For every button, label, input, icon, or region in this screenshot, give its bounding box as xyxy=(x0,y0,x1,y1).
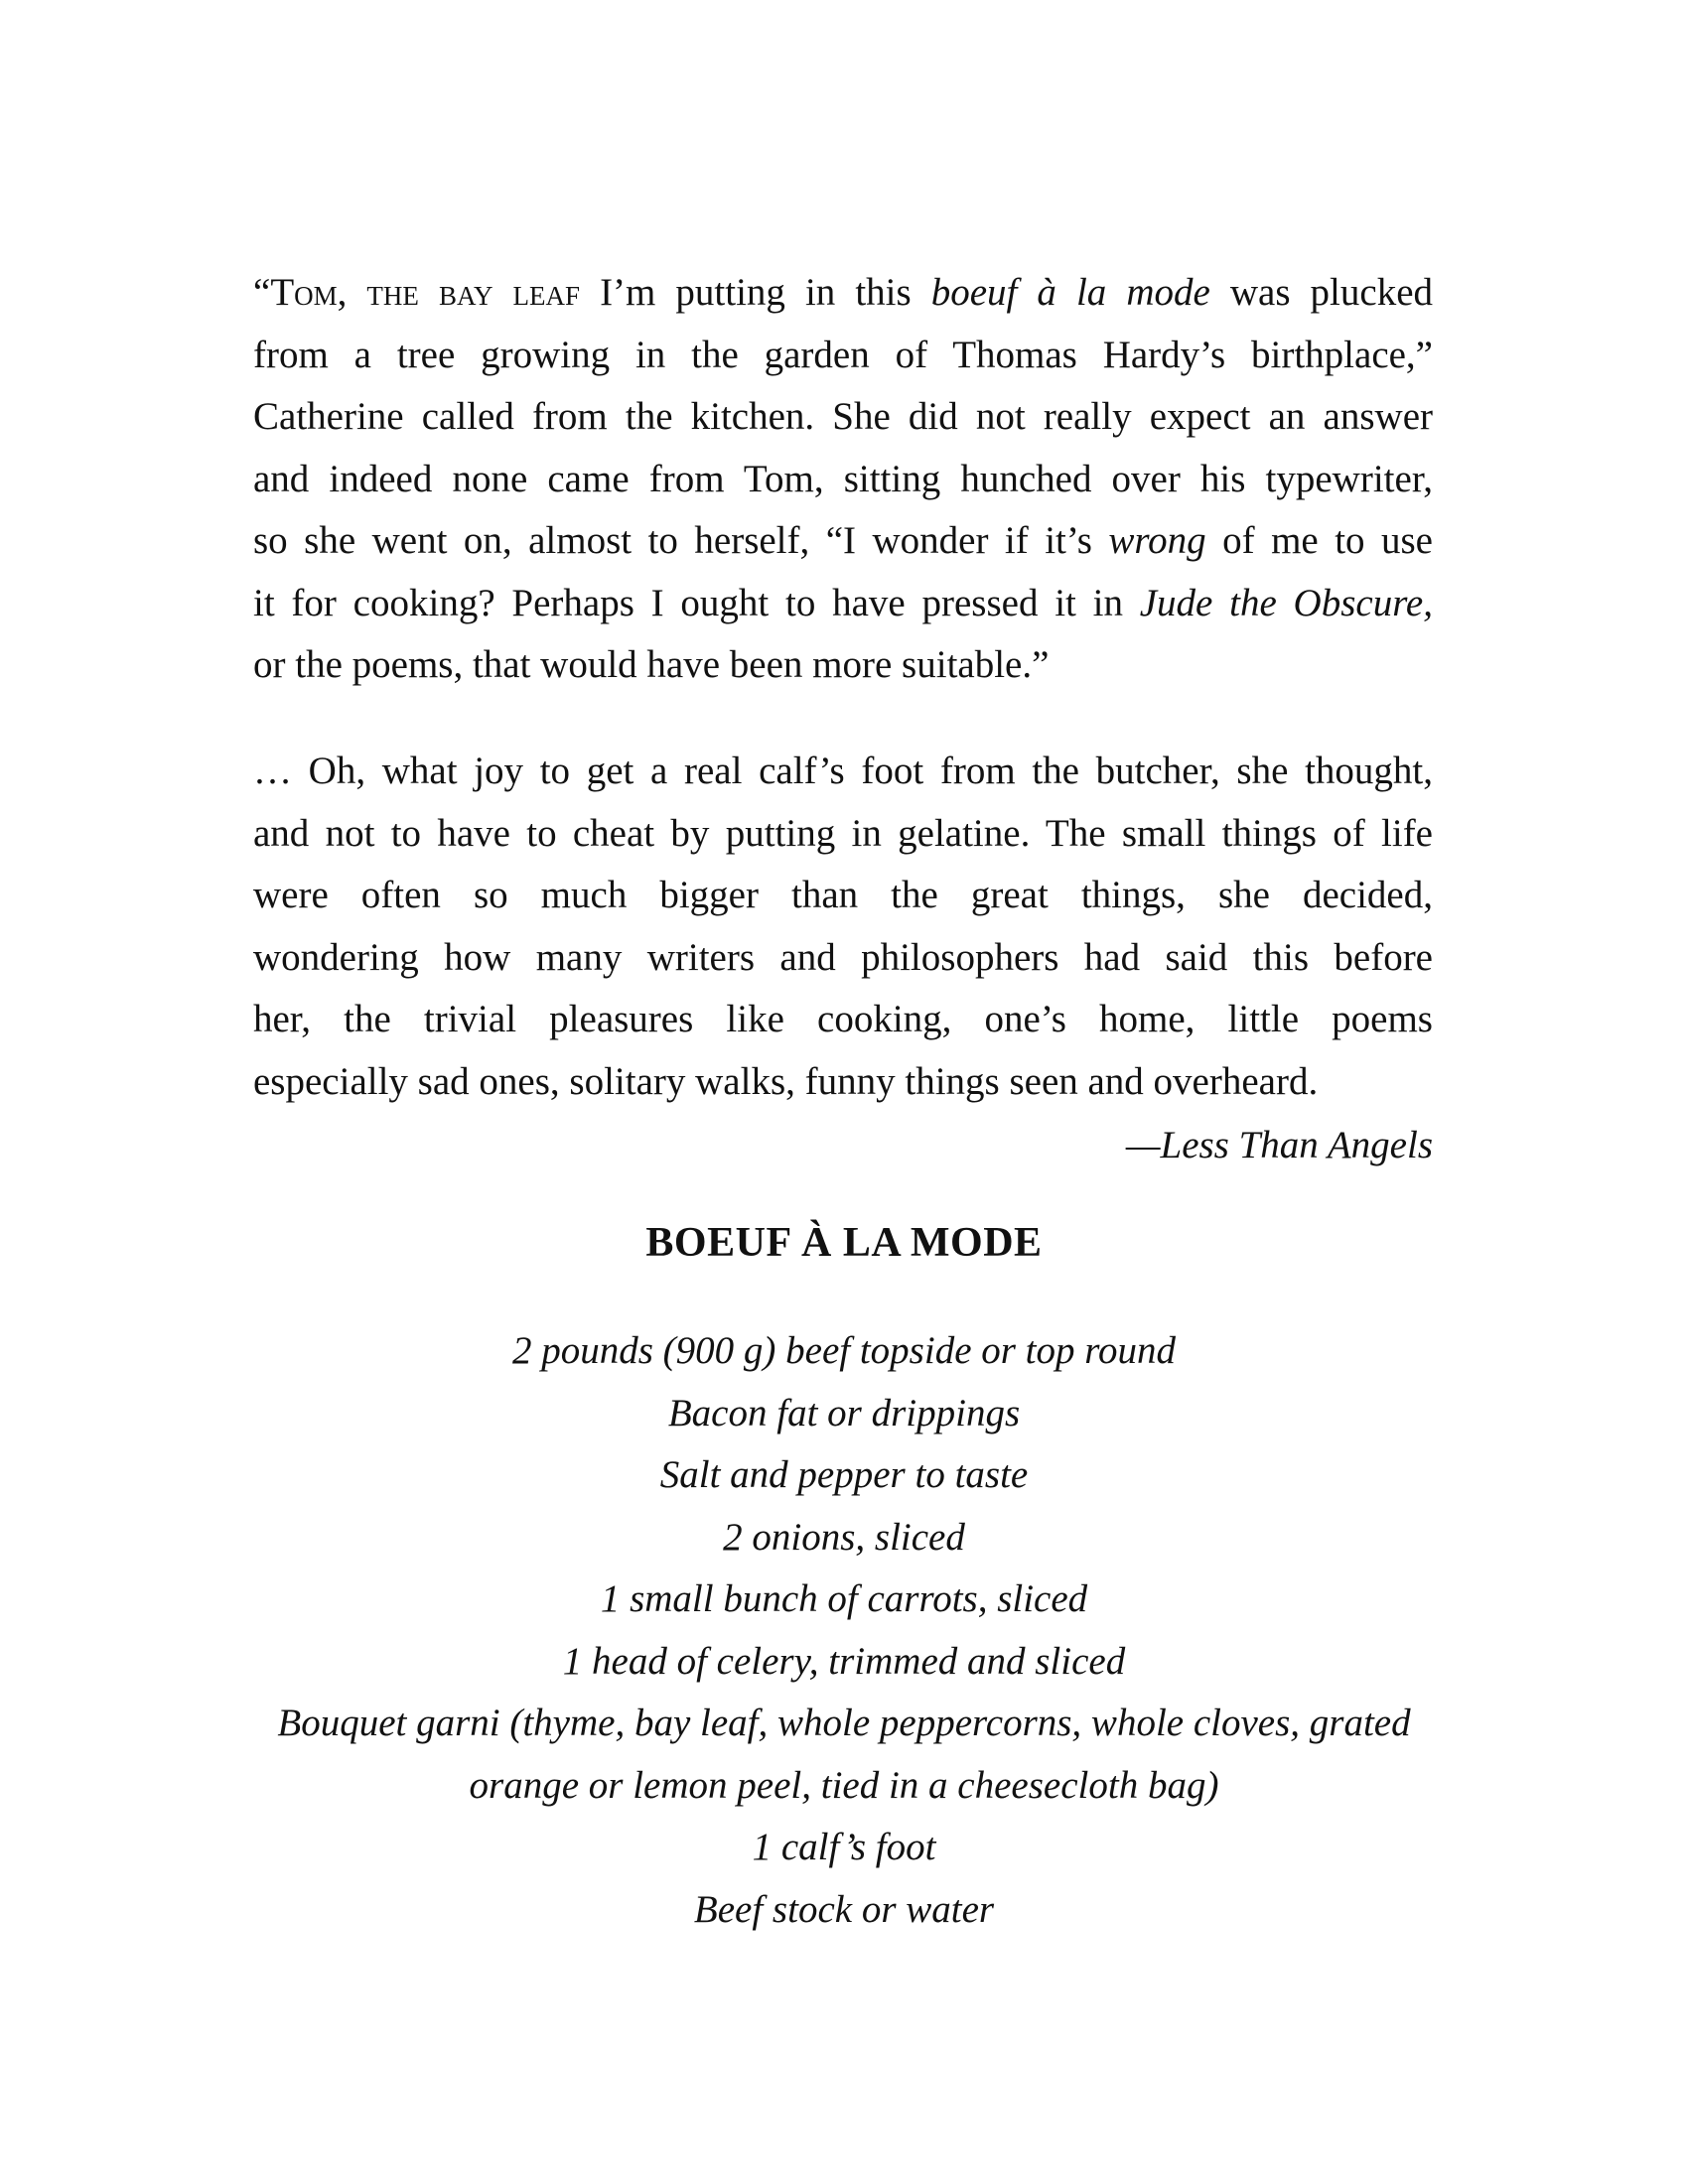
ingredient-line: 1 head of celery, trimmed and sliced xyxy=(562,1639,1126,1683)
ingredient-line: orange or lemon peel, tied in a cheesecloth bag) xyxy=(469,1763,1219,1807)
paragraph-line xyxy=(253,573,1433,635)
text-run: was plucked xyxy=(1209,271,1433,314)
open-quote: “ xyxy=(253,271,271,314)
second-paragraph xyxy=(253,741,1433,1113)
ingredient-line: 1 calf’s foot xyxy=(752,1826,936,1868)
ingredient-line: Salt and pepper to taste xyxy=(659,1453,1029,1496)
ingredient-line: Bouquet garni (thyme, bay leaf, whole peppercorns, whole cloves, grated xyxy=(277,1702,1411,1744)
paragraph-line: wondering how many writers and philosophers had said this before xyxy=(253,935,1433,979)
paragraph-line: especially sad ones, solitary walks, funny things seen and overheard. xyxy=(253,1059,1319,1103)
paragraph-line: her, the trivial pleasures like cooking, one’s home, little poems xyxy=(253,998,1433,1040)
text-run: of me to use xyxy=(1205,519,1433,562)
italic-phrase: boeuf à la mode xyxy=(930,271,1210,314)
quote-attribution: —Less Than Angels xyxy=(1125,1124,1433,1166)
text-run: so she went on, almost to herself, “I wonder if it’s xyxy=(253,519,1109,562)
italic-book-title: Jude the Obscure, xyxy=(1139,581,1433,624)
ingredient-list xyxy=(199,1320,1489,1941)
ingredient-line: Bacon fat or drippings xyxy=(667,1391,1021,1434)
ingredient-line: 1 small bunch of carrots, sliced xyxy=(600,1577,1088,1620)
paragraph-line: or the poems, that would have been more suitable.” xyxy=(253,643,1050,686)
small-caps-opening: Tom, the bay leaf xyxy=(270,271,581,314)
paragraph-line: Catherine called from the kitchen. She did not really expect an answer xyxy=(253,395,1433,438)
paragraph-line: and not to have to cheat by putting in gelatine. The small things of life xyxy=(253,811,1433,855)
ingredient-line: 2 onions, sliced xyxy=(723,1515,965,1559)
ingredient-line: 2 pounds (900 g) beef topside or top round xyxy=(511,1329,1176,1372)
paragraph-line: … Oh, what joy to get a real calf’s foot from the butcher, she thought, xyxy=(253,750,1433,792)
paragraph-line: and indeed none came from Tom, sitting hunched over his typewriter, xyxy=(253,457,1433,500)
paragraph-line xyxy=(253,262,1433,325)
recipe-title: BOEUF À LA MODE xyxy=(645,1220,1043,1266)
italic-word: wrong xyxy=(1108,519,1206,562)
text-run: I’m putting in this xyxy=(580,271,931,314)
opening-paragraph xyxy=(253,262,1433,697)
paragraph-line: from a tree growing in the garden of Thomas Hardy’s birthplace,” xyxy=(253,333,1433,376)
ingredient-line: Beef stock or water xyxy=(693,1887,995,1931)
text-run: it for cooking? Perhaps I ought to have pressed it in xyxy=(253,581,1140,624)
paragraph-line xyxy=(253,510,1433,573)
paragraph-line: were often so much bigger than the great things, she decided, xyxy=(253,874,1433,916)
